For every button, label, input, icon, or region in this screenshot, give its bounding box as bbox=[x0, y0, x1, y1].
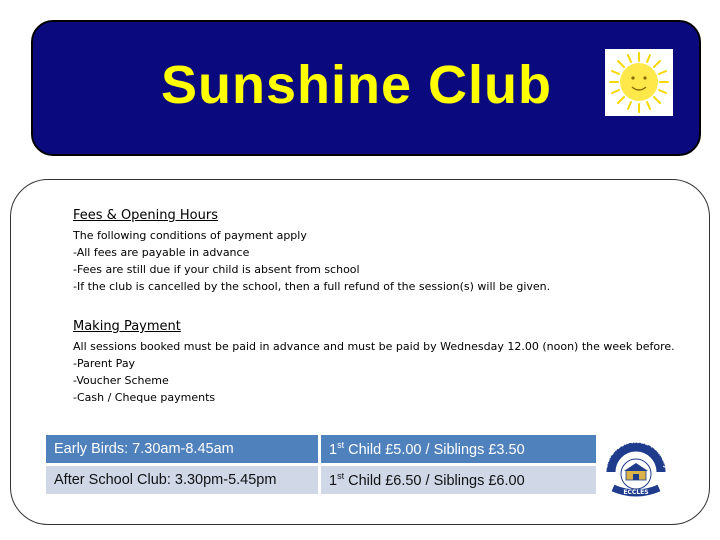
fees-line: The following conditions of payment apply bbox=[73, 229, 307, 242]
fees-conditions bbox=[73, 227, 550, 295]
table-row bbox=[46, 435, 596, 466]
sun-icon bbox=[605, 49, 673, 116]
session-cell: After School Club: 3.30pm-5.45pm bbox=[46, 466, 321, 494]
table-row bbox=[46, 466, 596, 494]
page-title: Sunshine Club bbox=[161, 55, 552, 115]
fees-line: -If the club is cancelled by the school, then a full refund of the session(s) will be given. bbox=[73, 280, 551, 293]
title-banner bbox=[31, 20, 701, 156]
fees-line: -Fees are still due if your child is absent from school bbox=[73, 263, 360, 276]
price-text: Child £6.50 / Siblings £6.00 bbox=[344, 472, 525, 489]
price-ordinal-suffix: st bbox=[337, 471, 345, 482]
session-cell: Early Birds: 7.30am-8.45am bbox=[46, 435, 321, 466]
badge-bottom-text: ECCLES bbox=[623, 489, 649, 496]
price-cell bbox=[321, 435, 596, 466]
payment-line: -Voucher Scheme bbox=[73, 374, 169, 387]
price-text: Child £5.00 / Siblings £3.50 bbox=[344, 441, 525, 458]
price-table bbox=[46, 435, 596, 494]
payment-line: All sessions booked must be paid in advance and must be paid by Wednesday 12.00 (noon) the week before. bbox=[73, 340, 675, 353]
payment-heading: Making Payment bbox=[73, 319, 181, 334]
fees-heading: Fees & Opening Hours bbox=[73, 208, 218, 223]
price-ordinal: 1 bbox=[329, 472, 338, 489]
badge-top-text: Clarendon Road Primary bbox=[602, 437, 670, 470]
price-ordinal-suffix: st bbox=[337, 440, 345, 451]
fees-line: -All fees are payable in advance bbox=[73, 246, 250, 259]
price-cell bbox=[321, 466, 596, 494]
school-badge-logo bbox=[597, 432, 675, 500]
payment-line: -Cash / Cheque payments bbox=[73, 391, 216, 404]
payment-methods bbox=[73, 338, 675, 406]
payment-line: -Parent Pay bbox=[73, 357, 136, 370]
price-ordinal: 1 bbox=[329, 441, 338, 458]
